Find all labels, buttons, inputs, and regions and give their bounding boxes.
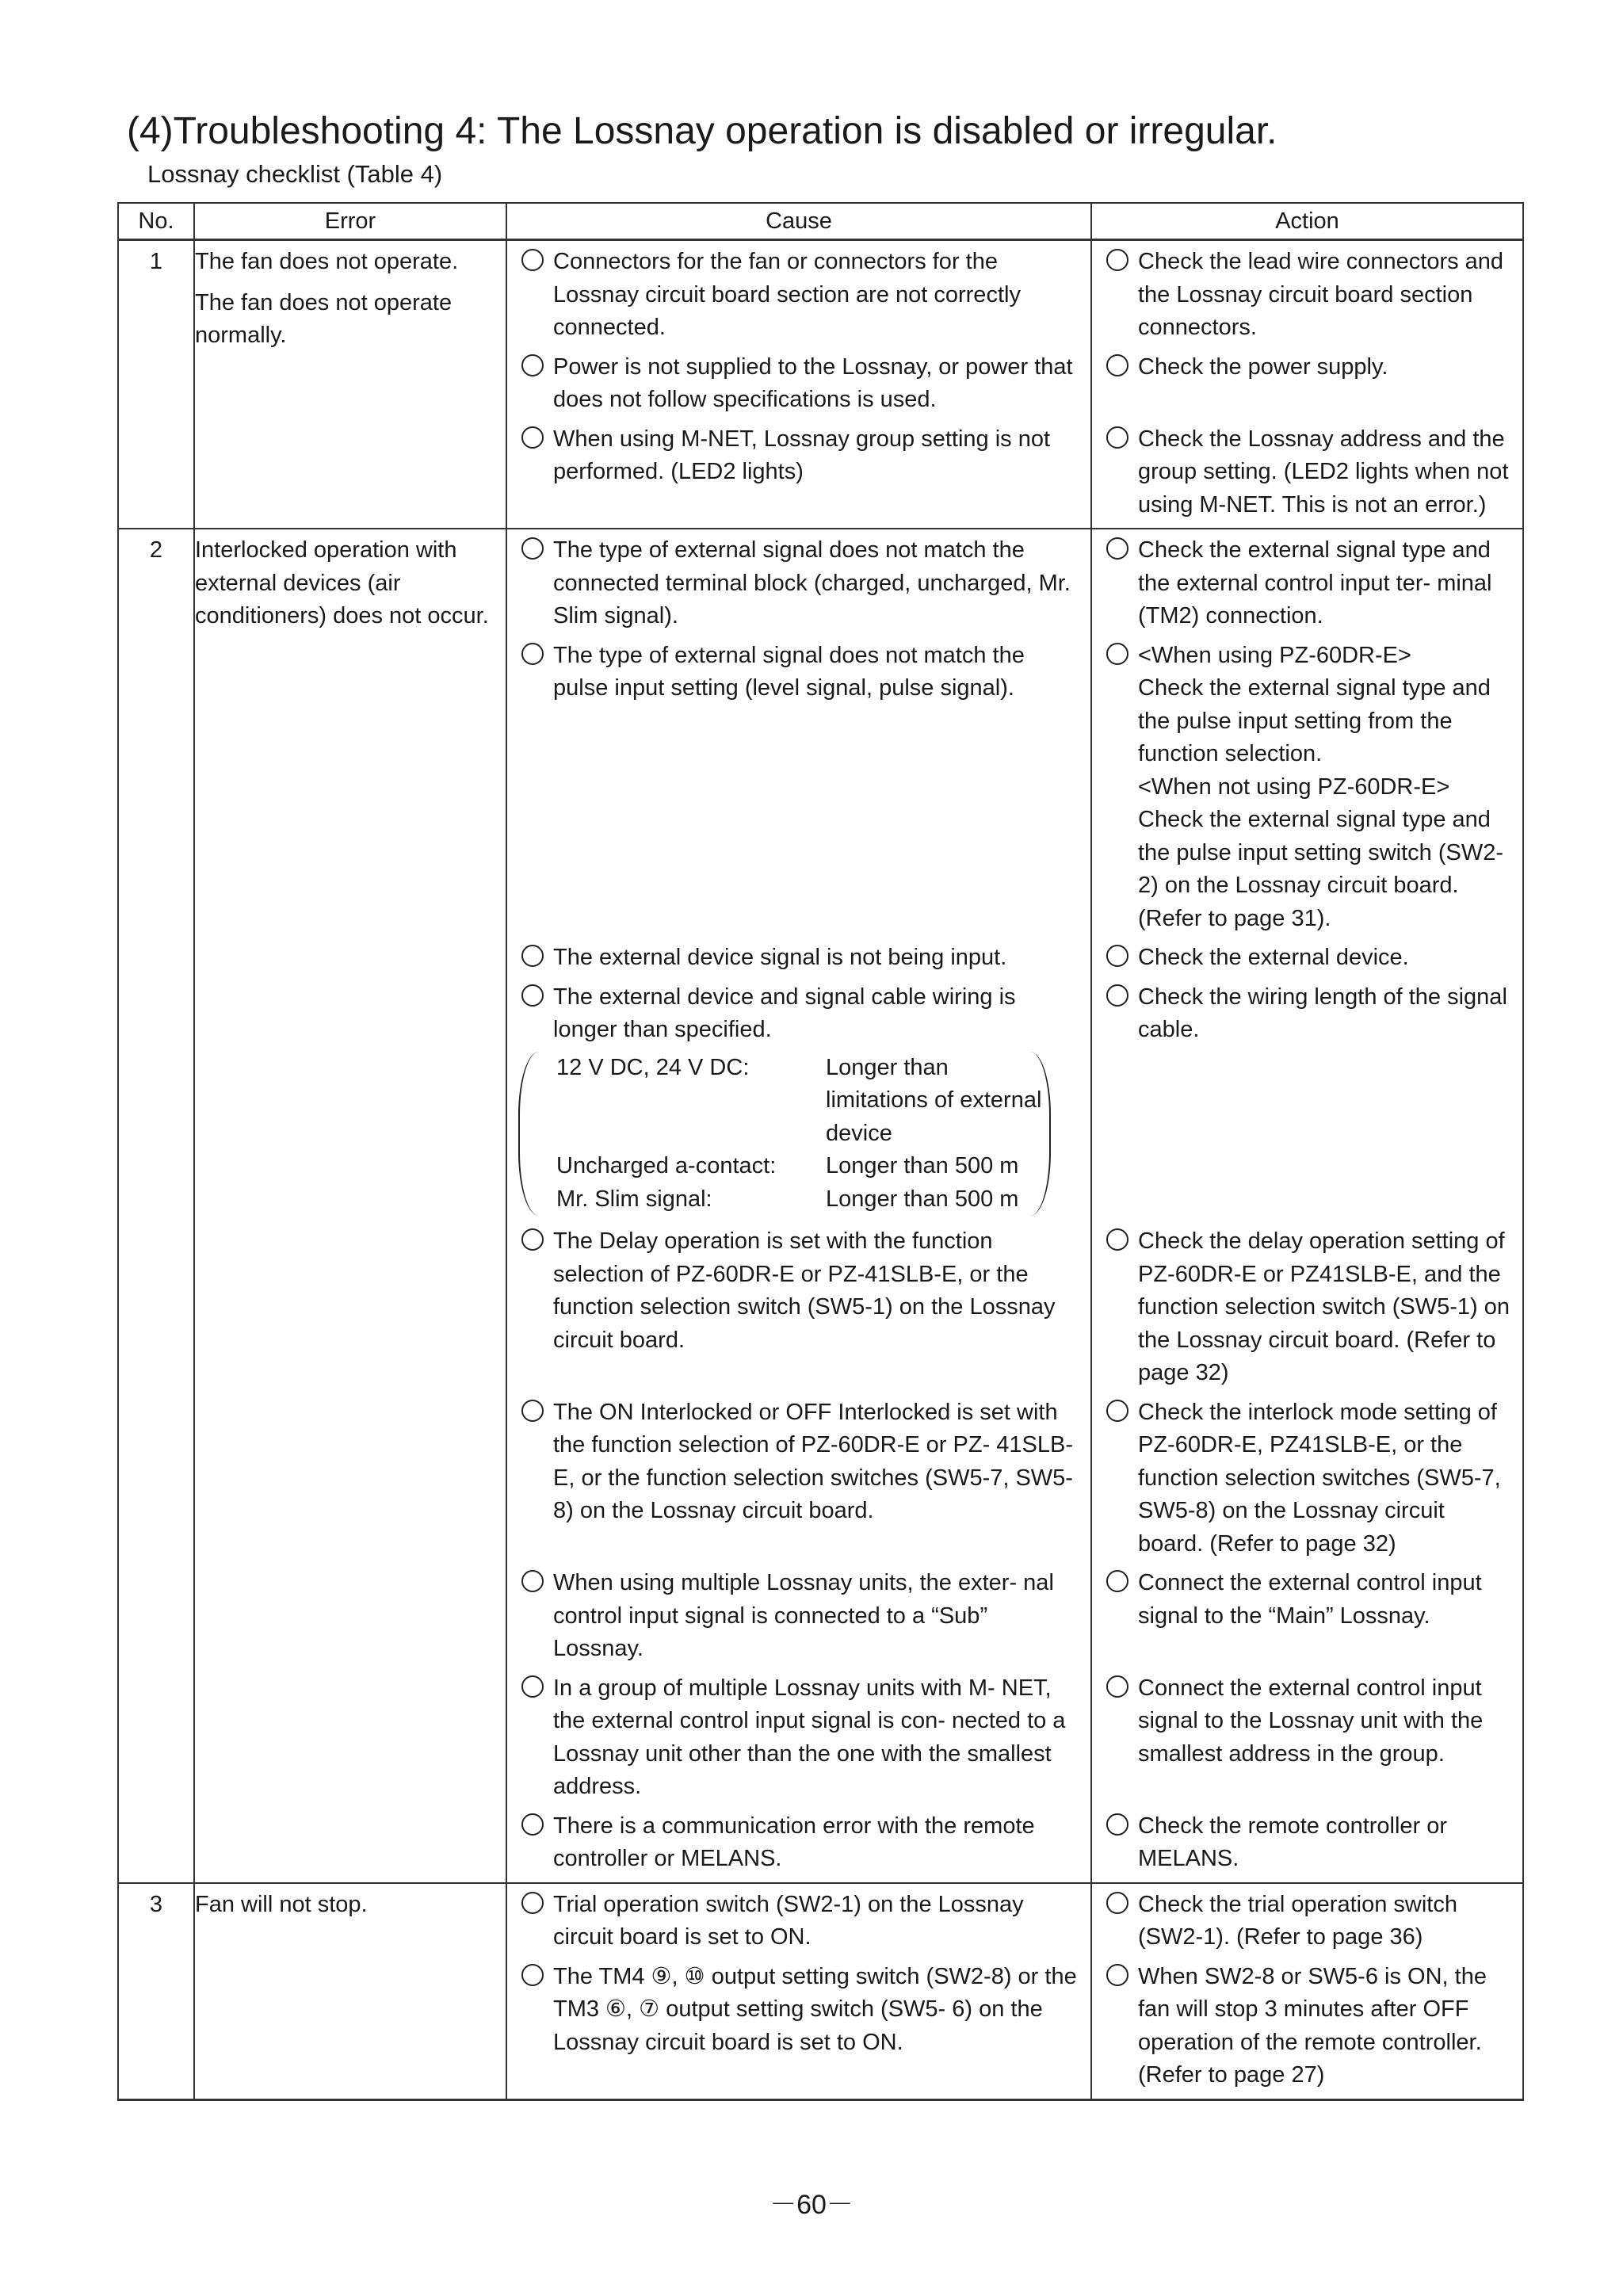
cause-text: The type of external signal does not match the pulse input setting (level signal, pulse signal). bbox=[553, 642, 1025, 701]
action-text: Check the external signal type and the external control input ter- minal (TM2) connection. bbox=[1138, 537, 1492, 628]
checkbox-circle-icon bbox=[521, 643, 544, 665]
cause-cell bbox=[506, 240, 1091, 351]
action-cell bbox=[1091, 1961, 1523, 2100]
action-cell bbox=[1091, 1672, 1523, 1810]
checkbox-circle-icon bbox=[521, 426, 544, 449]
action-text: Check the lead wire connectors and the Lossnay circuit board section connectors. bbox=[1138, 249, 1504, 340]
checkbox-circle-icon bbox=[521, 1675, 544, 1698]
action-cell bbox=[1091, 423, 1523, 529]
checkbox-circle-icon bbox=[1106, 249, 1128, 271]
cause-text: There is a communication error with the remote controller or MELANS. bbox=[553, 1813, 1035, 1871]
error-text: Interlocked operation with external devices (air conditioners) does not occur. bbox=[195, 537, 489, 628]
action-text: Check the wiring length of the signal cable. bbox=[1138, 984, 1507, 1042]
row-number: 2 bbox=[118, 529, 194, 1883]
cause-cell bbox=[506, 423, 1091, 529]
cause-cell bbox=[506, 640, 1091, 942]
limit-row bbox=[556, 1150, 1049, 1183]
table-row bbox=[118, 1883, 1523, 1961]
action-cell bbox=[1091, 1396, 1523, 1568]
action-text-line: Check the external signal type and the pulse input setting from the function selection. bbox=[1138, 675, 1491, 766]
limit-label: Uncharged a-contact: bbox=[556, 1153, 777, 1179]
cause-cell bbox=[506, 1396, 1091, 1568]
limit-row bbox=[556, 1052, 1049, 1151]
action-cell bbox=[1091, 351, 1523, 423]
cause-text: When using M-NET, Lossnay group setting is not performed. (LED2 lights) bbox=[553, 426, 1051, 484]
checkbox-circle-icon bbox=[1106, 537, 1128, 560]
limit-value: Longer than limitations of external device bbox=[826, 1054, 1042, 1146]
checkbox-circle-icon bbox=[521, 1400, 544, 1422]
action-cell bbox=[1091, 529, 1523, 640]
page-number: －60－ bbox=[769, 2190, 854, 2220]
cause-text: The external device signal is not being input. bbox=[553, 945, 1007, 970]
cause-cell bbox=[506, 1225, 1091, 1396]
checkbox-circle-icon bbox=[1106, 643, 1128, 665]
action-text: Check the delay operation setting of PZ-60DR-E or PZ41SLB-E, and the function selection switch (SW5-1) on the Lossnay circuit board. (Refer to page 32) bbox=[1138, 1228, 1510, 1385]
error-cell bbox=[194, 1883, 506, 2100]
header-error: Error bbox=[194, 203, 506, 240]
wiring-limits-bracket bbox=[518, 1052, 1051, 1217]
action-cell bbox=[1091, 1567, 1523, 1672]
action-text: Connect the external control input signal to the Lossnay unit with the smallest address in the group. bbox=[1138, 1675, 1484, 1767]
checkbox-circle-icon bbox=[1106, 1400, 1128, 1422]
action-cell bbox=[1091, 240, 1523, 351]
limit-label: 12 V DC, 24 V DC: bbox=[556, 1054, 750, 1080]
action-text: Check the trial operation switch (SW2-1). (Refer to page 36) bbox=[1138, 1891, 1457, 1950]
table-caption: Lossnay checklist (Table 4) bbox=[147, 160, 443, 188]
checkbox-circle-icon bbox=[521, 984, 544, 1007]
action-text: Check the remote controller or MELANS. bbox=[1138, 1813, 1448, 1871]
cause-text: The type of external signal does not match the connected terminal block (charged, uncharged, Mr. Slim signal). bbox=[553, 537, 1071, 628]
action-cell bbox=[1091, 640, 1523, 942]
header-action: Action bbox=[1091, 203, 1523, 240]
lossnay-checklist-table bbox=[117, 202, 1524, 2101]
error-cell bbox=[194, 529, 506, 1883]
cause-cell bbox=[506, 351, 1091, 423]
checkbox-circle-icon bbox=[1106, 1570, 1128, 1592]
limit-label: Mr. Slim signal: bbox=[556, 1186, 712, 1212]
error-cell bbox=[194, 240, 506, 529]
checkbox-circle-icon bbox=[521, 1570, 544, 1592]
limit-row bbox=[556, 1183, 1049, 1217]
table-row bbox=[118, 529, 1523, 640]
checkbox-circle-icon bbox=[1106, 1813, 1128, 1836]
cause-text: Connectors for the fan or connectors for the Lossnay circuit board section are not correctly connected. bbox=[553, 249, 1021, 340]
checkbox-circle-icon bbox=[1106, 1675, 1128, 1698]
action-cell bbox=[1091, 1225, 1523, 1396]
cause-text: The Delay operation is set with the function selection of PZ-60DR-E or PZ-41SLB-E, or the function selection switch (SW5-1) on the Lossnay circuit board. bbox=[553, 1228, 1056, 1353]
checkbox-circle-icon bbox=[521, 1228, 544, 1251]
action-cell bbox=[1091, 981, 1523, 1226]
checkbox-circle-icon bbox=[1106, 945, 1128, 967]
checkbox-circle-icon bbox=[521, 945, 544, 967]
cause-text: The TM4 ⑨, ⑩ output setting switch (SW2-8) or the TM3 ⑥, ⑦ output setting switch (SW5- 6) on the Lossnay circuit board is set to ON. bbox=[553, 1963, 1077, 2055]
page-title: (4)Troubleshooting 4: The Lossnay operation is disabled or irregular. bbox=[127, 110, 1277, 152]
cause-cell bbox=[506, 1567, 1091, 1672]
cause-cell bbox=[506, 529, 1091, 640]
action-text: Connect the external control input signal to the “Main” Lossnay. bbox=[1138, 1570, 1482, 1629]
error-text: The fan does not operate. bbox=[195, 249, 459, 274]
action-cell bbox=[1091, 1883, 1523, 1961]
action-text-line: <When using PZ-60DR-E> bbox=[1138, 642, 1411, 668]
limit-value: Longer than 500 m bbox=[826, 1186, 1019, 1212]
cause-text: The ON Interlocked or OFF Interlocked is set with the function selection of PZ-60DR-E or PZ- 41SLB-E, or the function selection switches (SW5-7, SW5-8) on the Lossnay circuit board. bbox=[553, 1399, 1074, 1523]
cause-cell bbox=[506, 981, 1091, 1226]
checkbox-circle-icon bbox=[521, 354, 544, 376]
checkbox-circle-icon bbox=[521, 537, 544, 560]
cause-cell bbox=[506, 1810, 1091, 1883]
header-cause: Cause bbox=[506, 203, 1091, 240]
row-number: 3 bbox=[118, 1883, 194, 2100]
limit-value: Longer than 500 m bbox=[826, 1153, 1019, 1179]
action-text: Check the power supply. bbox=[1138, 353, 1388, 380]
error-text: The fan does not operate normally. bbox=[195, 289, 453, 348]
cause-text: In a group of multiple Lossnay units with M- NET, the external control input signal is con- nected to a Lossnay unit other than the one with the smallest address. bbox=[553, 1675, 1066, 1799]
checkbox-circle-icon bbox=[1106, 1964, 1128, 1986]
checkbox-circle-icon bbox=[1106, 1228, 1128, 1251]
cause-text: When using multiple Lossnay units, the exter- nal control input signal is connected to a “Sub” Lossnay. bbox=[553, 1570, 1054, 1661]
table-row bbox=[118, 240, 1523, 351]
cause-text: Trial operation switch (SW2-1) on the Lossnay circuit board is set to ON. bbox=[553, 1891, 1024, 1950]
checkbox-circle-icon bbox=[1106, 354, 1128, 376]
table-header-row bbox=[118, 203, 1523, 240]
checkbox-circle-icon bbox=[521, 1892, 544, 1914]
checkbox-circle-icon bbox=[1106, 984, 1128, 1007]
action-text: When SW2-8 or SW5-6 is ON, the fan will stop 3 minutes after OFF operation of the remote controller. (Refer to page 27) bbox=[1138, 1963, 1487, 2088]
checkbox-circle-icon bbox=[1106, 426, 1128, 449]
error-text: Fan will not stop. bbox=[195, 1891, 368, 1917]
row-number: 1 bbox=[118, 240, 194, 529]
checkbox-circle-icon bbox=[521, 1964, 544, 1986]
action-text: Check the interlock mode setting of PZ-60DR-E, PZ41SLB-E, or the function selection switches (SW5-7, SW5-8) on the Lossnay circuit board. (Refer to page 32) bbox=[1138, 1399, 1501, 1557]
action-text: Check the external device. bbox=[1138, 945, 1409, 970]
cause-text: The external device and signal cable wiring is longer than specified. bbox=[553, 984, 1016, 1042]
action-text bbox=[1138, 640, 1522, 936]
checkbox-circle-icon bbox=[1106, 1892, 1128, 1914]
cause-cell bbox=[506, 942, 1091, 981]
header-no: No. bbox=[118, 203, 194, 240]
cause-cell bbox=[506, 1883, 1091, 1961]
action-text: Check the Lossnay address and the group setting. (LED2 lights when not using M-NET. This is not an error.) bbox=[1138, 426, 1509, 518]
action-text-line: <When not using PZ-60DR-E> bbox=[1138, 774, 1450, 800]
cause-cell bbox=[506, 1672, 1091, 1810]
checkbox-circle-icon bbox=[521, 249, 544, 271]
cause-cell bbox=[506, 1961, 1091, 2100]
checkbox-circle-icon bbox=[521, 1813, 544, 1836]
action-text-line: Check the external signal type and the pulse input setting switch (SW2-2) on the Lossnay circuit board. (Refer to page 31). bbox=[1138, 807, 1503, 931]
cause-text: Power is not supplied to the Lossnay, or power that does not follow specifications is used. bbox=[553, 353, 1073, 412]
action-cell bbox=[1091, 942, 1523, 981]
action-cell bbox=[1091, 1810, 1523, 1883]
